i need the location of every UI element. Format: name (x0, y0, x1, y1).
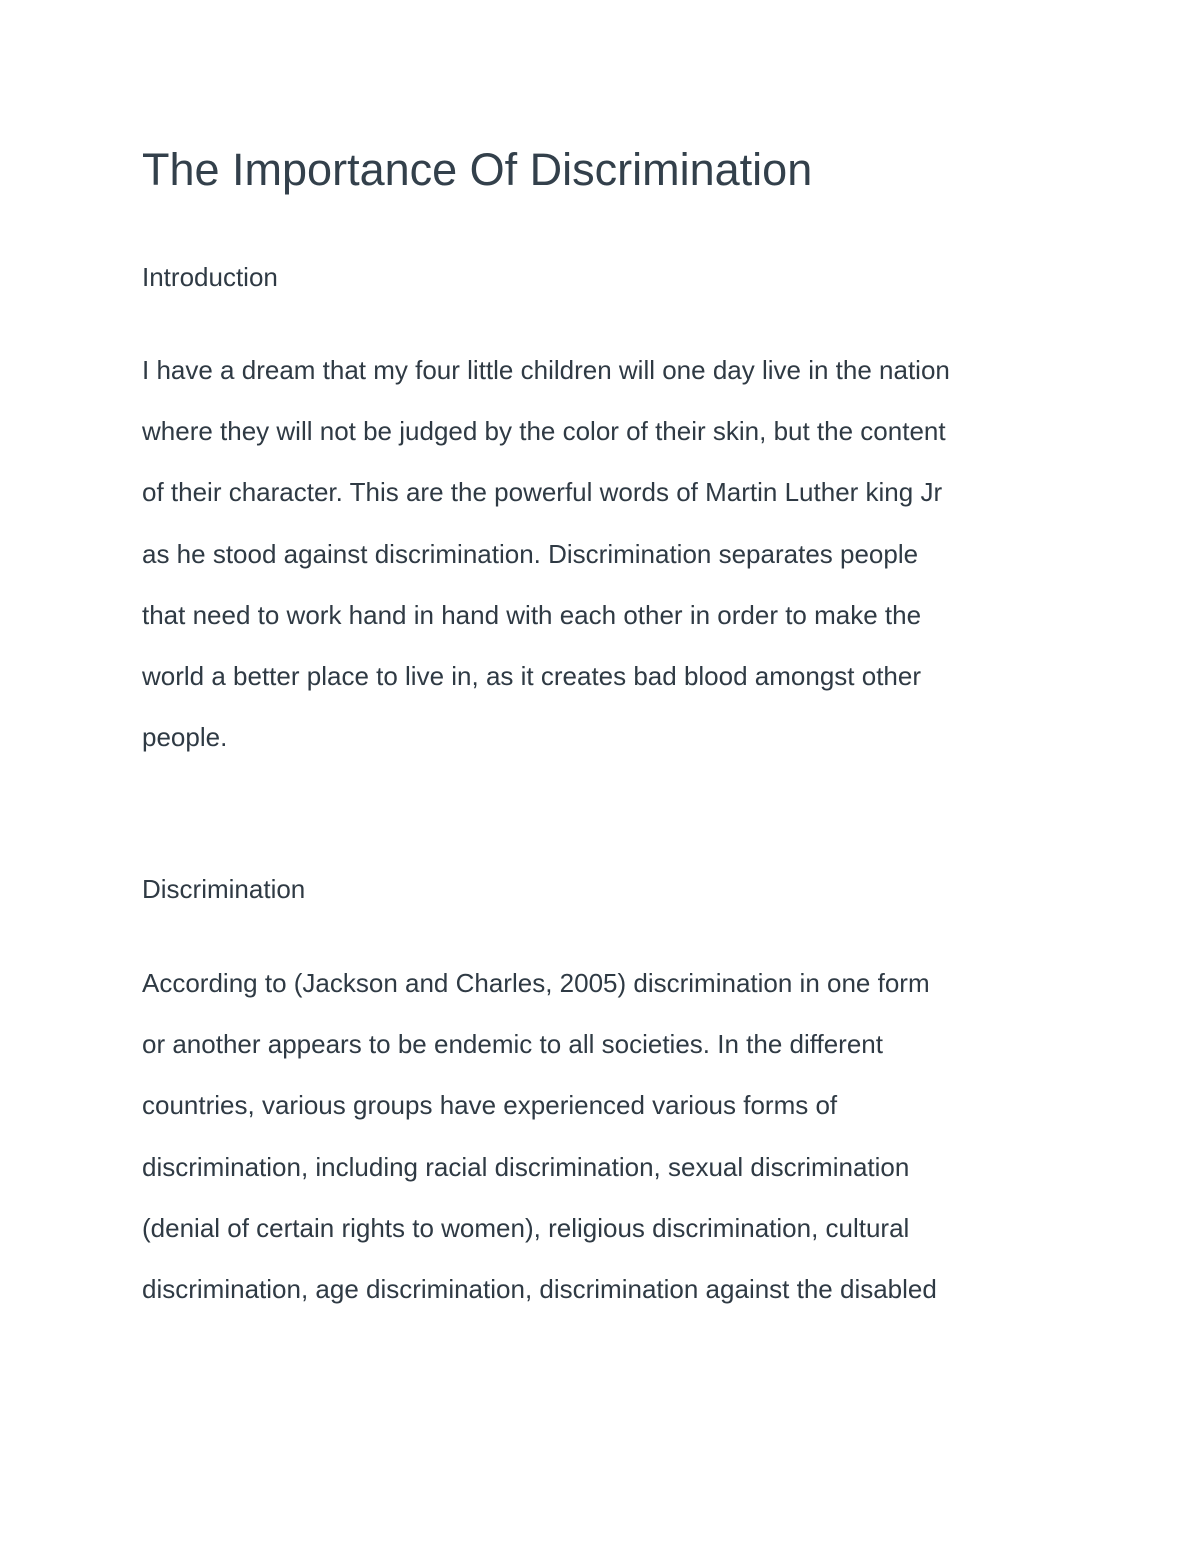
paragraph-line: countries, various groups have experienced various forms of (142, 1090, 838, 1121)
paragraph-line: (denial of certain rights to women), religious discrimination, cultural (142, 1212, 910, 1243)
section-heading-introduction: Introduction (142, 262, 278, 292)
paragraph-line: According to (Jackson and Charles, 2005) discrimination in one form (142, 968, 930, 998)
paragraph-line: of their character. This are the powerful words of Martin Luther king Jr (142, 477, 943, 508)
paragraph-line: people. (142, 722, 228, 753)
paragraph-line: world a better place to live in, as it creates bad blood amongst other (142, 660, 921, 691)
introduction-paragraph (142, 340, 950, 768)
paragraph-line: that need to work hand in hand with each other in order to make the (142, 599, 922, 630)
paragraph-line: where they will not be judged by the color of their skin, but the content (142, 416, 946, 447)
document-title: The Importance Of Discrimination (142, 144, 813, 195)
paragraph-line: I have a dream that my four little children will one day live in the nation (142, 355, 950, 385)
section-heading-discrimination: Discrimination (142, 874, 306, 904)
paragraph-line: as he stood against discrimination. Discrimination separates people (142, 538, 919, 569)
paragraph-line: discrimination, including racial discrimination, sexual discrimination (142, 1151, 910, 1182)
discrimination-paragraph (142, 953, 937, 1320)
paragraph-line: discrimination, age discrimination, discrimination against the disabled (142, 1273, 937, 1304)
paragraph-line: or another appears to be endemic to all societies. In the different (142, 1029, 883, 1060)
